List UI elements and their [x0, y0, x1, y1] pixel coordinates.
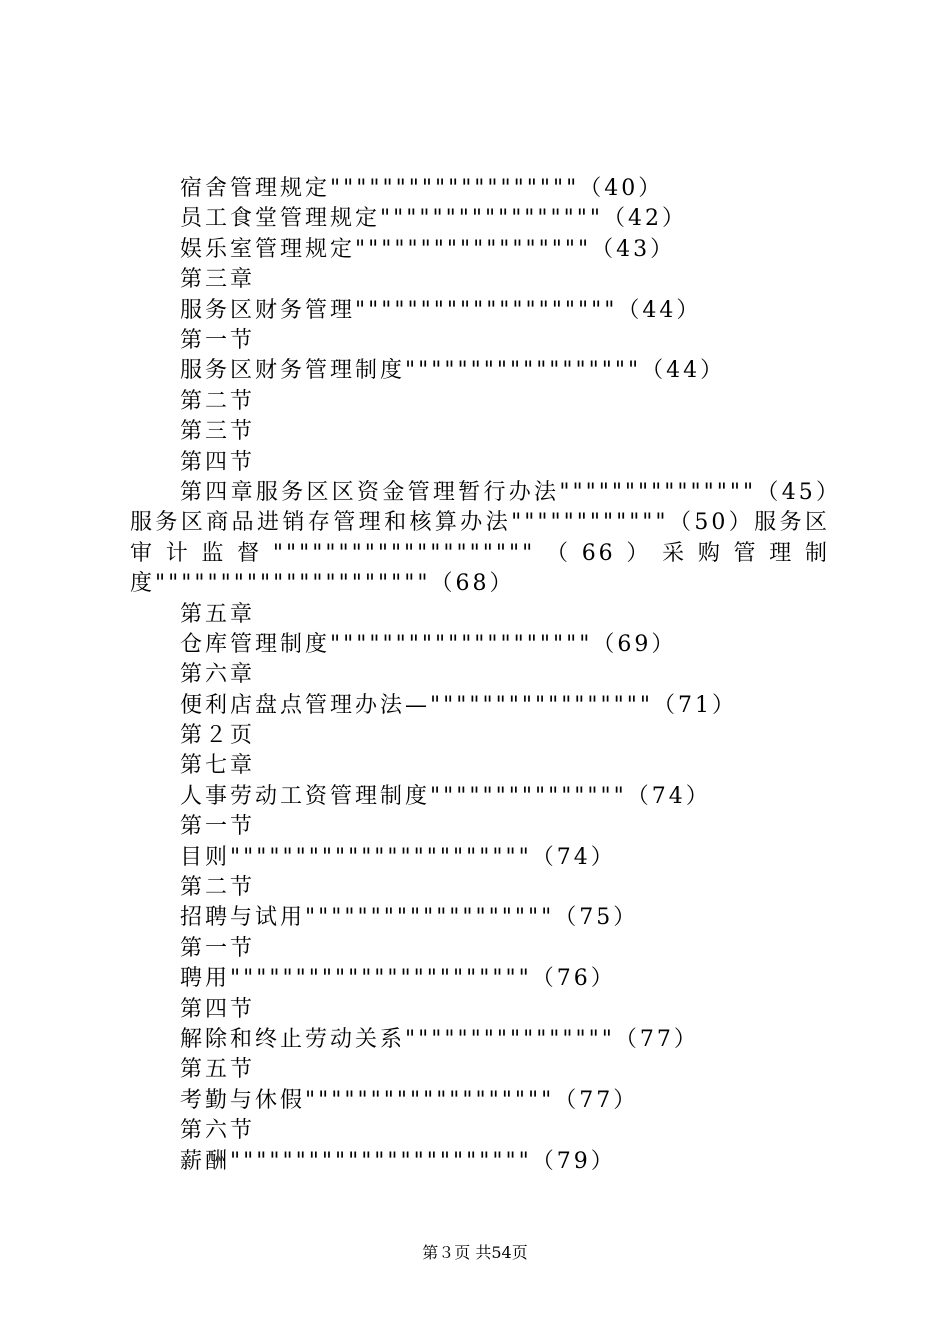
- toc-section-heading: 第一节: [180, 814, 256, 840]
- toc-entry: 人事劳动工资管理制度"""""""""""""""（74）: [180, 783, 711, 809]
- table-of-contents: [130, 174, 830, 1177]
- page-footer: 第３页 共54页: [422, 1243, 528, 1262]
- toc-section-heading: 第六节: [180, 1118, 256, 1144]
- toc-section-heading: 第二节: [180, 388, 256, 414]
- toc-entry: 解除和终止劳动关系""""""""""""""""（77）: [180, 1027, 699, 1052]
- toc-entry: 服务区财务管理""""""""""""""""""""（44）: [180, 297, 702, 323]
- toc-section-heading: 第三节: [180, 419, 256, 445]
- toc-page-marker: 第２页: [180, 723, 256, 749]
- toc-chapter-heading: 第五章: [180, 601, 256, 627]
- toc-chapter-heading: 第七章: [180, 753, 256, 779]
- toc-entry: 目则"""""""""""""""""""""""（74）: [180, 844, 616, 870]
- toc-entry: 薪酬"""""""""""""""""""""""（79）: [180, 1148, 616, 1174]
- toc-entry: 宿舍管理规定"""""""""""""""""""（40）: [180, 176, 664, 201]
- toc-entry: 考勤与休假"""""""""""""""""""（77）: [180, 1087, 639, 1113]
- toc-chapter-heading: 第三章: [180, 267, 256, 293]
- toc-section-heading: 第五节: [180, 1057, 256, 1083]
- toc-section-heading: 第一节: [180, 935, 256, 961]
- toc-entry: 员工食堂管理规定"""""""""""""""""（42）: [180, 206, 688, 232]
- toc-lines-bottom: [130, 600, 830, 1177]
- toc-section-heading: 第四节: [180, 996, 256, 1022]
- toc-run-on-paragraph: 第四章服务区区资金管理暂行办法"""""""""""""""（45）服务区商品进销存管理和核算办法""""""""""""（50）服务区审计监督""""""""""""""""""""（66）采购管理制度"""""""""""""""""""""（68）: [130, 479, 830, 597]
- toc-lines-top: [130, 174, 830, 478]
- toc-entry: 招聘与试用"""""""""""""""""""（75）: [180, 905, 639, 931]
- toc-entry: 聘用"""""""""""""""""""""""（76）: [180, 966, 616, 992]
- toc-entry: 服务区财务管理制度""""""""""""""""""（44）: [180, 358, 726, 384]
- toc-section-heading: 第二节: [180, 875, 256, 901]
- toc-entry: 便利店盘点管理办法—"""""""""""""""""（71）: [180, 692, 738, 718]
- toc-section-heading: 第一节: [180, 327, 256, 353]
- toc-chapter-heading: 第六章: [180, 662, 256, 688]
- toc-entry: 娱乐室管理规定""""""""""""""""""（43）: [180, 236, 676, 262]
- toc-entry: 仓库管理制度""""""""""""""""""""（69）: [180, 631, 677, 657]
- toc-section-heading: 第四节: [180, 449, 256, 475]
